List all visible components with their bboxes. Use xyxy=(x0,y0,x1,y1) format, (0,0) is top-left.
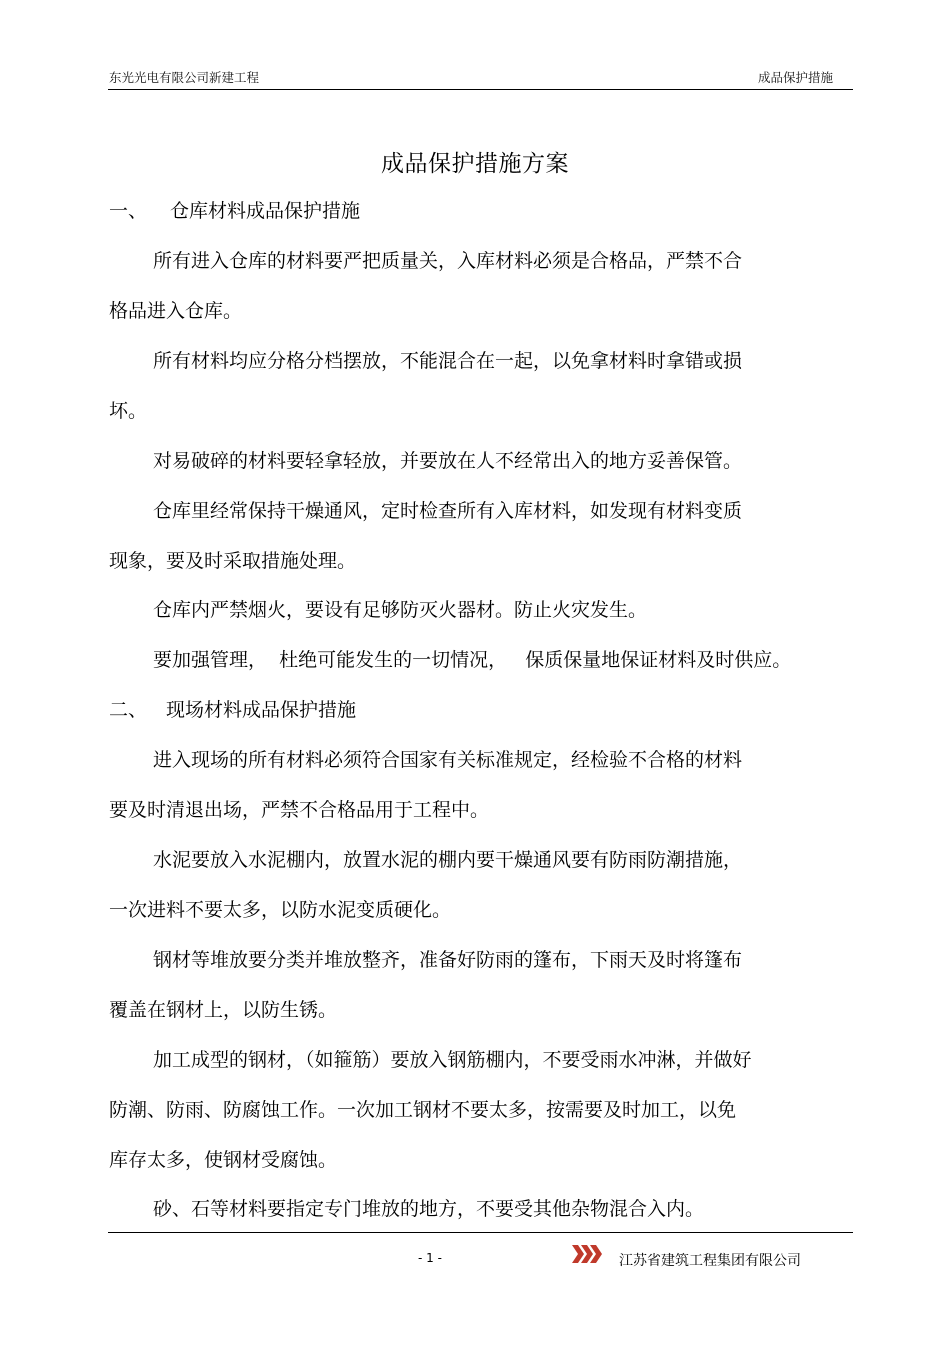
paragraph-line: 要加强管理， 杜绝可能发生的一切情况， 保质保量地保证材料及时供应。 xyxy=(153,649,792,671)
page-number: - 1 - xyxy=(418,1251,442,1265)
company-chevron-logo-icon xyxy=(572,1243,604,1265)
paragraph-line: 坏。 xyxy=(109,400,148,422)
paragraph-line: 所有进入仓库的材料要严把质量关，入库材料必须是合格品，严禁不合 xyxy=(153,250,743,272)
paragraph-line: 水泥要放入水泥棚内，放置水泥的棚内要干燥通风要有防雨防潮措施， xyxy=(153,849,743,871)
paragraph-line: 要及时清退出场，严禁不合格品用于工程中。 xyxy=(109,799,490,821)
paragraph-line: 仓库内严禁烟火，要设有足够防灭火器材。防止火灾发生。 xyxy=(153,599,648,621)
paragraph-line: 加工成型的钢材，（如箍筋）要放入钢筋棚内，不要受雨水冲淋，并做好 xyxy=(153,1049,752,1071)
paragraph-line: 覆盖在钢材上，以防生锈。 xyxy=(109,999,338,1021)
section-2-heading: 现场材料成品保护措施 xyxy=(166,699,357,721)
paragraph-line: 对易破碎的材料要轻拿轻放，并要放在人不经常出入的地方妥善保管。 xyxy=(153,450,743,472)
paragraph-line: 钢材等堆放要分类并堆放整齐，准备好防雨的篷布，下雨天及时将篷布 xyxy=(153,949,743,971)
section-1-heading: 仓库材料成品保护措施 xyxy=(170,200,361,222)
footer-company-name: 江苏省建筑工程集团有限公司 xyxy=(619,1253,801,1269)
paragraph-line: 现象，要及时采取措施处理。 xyxy=(109,550,357,572)
paragraph-line: 库存太多，使钢材受腐蚀。 xyxy=(109,1149,338,1171)
paragraph-line: 砂、石等材料要指定专门堆放的地方，不要受其他杂物混合入内。 xyxy=(153,1198,705,1220)
paragraph-line: 一次进料不要太多，以防水泥变质硬化。 xyxy=(109,899,452,921)
document-title: 成品保护措施方案 xyxy=(381,151,569,177)
paragraph-line: 进入现场的所有材料必须符合国家有关标准规定，经检验不合格的材料 xyxy=(153,749,743,771)
header-section-name: 成品保护措施 xyxy=(757,70,833,85)
section-1-number: 一、 xyxy=(109,200,148,222)
paragraph-line: 所有材料均应分格分档摆放，不能混合在一起，以免拿材料时拿错或损 xyxy=(153,350,743,372)
footer-rule xyxy=(108,1232,853,1233)
header-project-name: 东光光电有限公司新建工程 xyxy=(109,70,260,85)
paragraph-line: 格品进入仓库。 xyxy=(109,300,243,322)
header-rule xyxy=(108,89,853,90)
section-2-number: 二、 xyxy=(109,699,148,721)
paragraph-line: 防潮、防雨、防腐蚀工作。一次加工钢材不要太多，按需要及时加工，以免 xyxy=(109,1099,737,1121)
paragraph-line: 仓库里经常保持干燥通风，定时检查所有入库材料，如发现有材料变质 xyxy=(153,500,743,522)
